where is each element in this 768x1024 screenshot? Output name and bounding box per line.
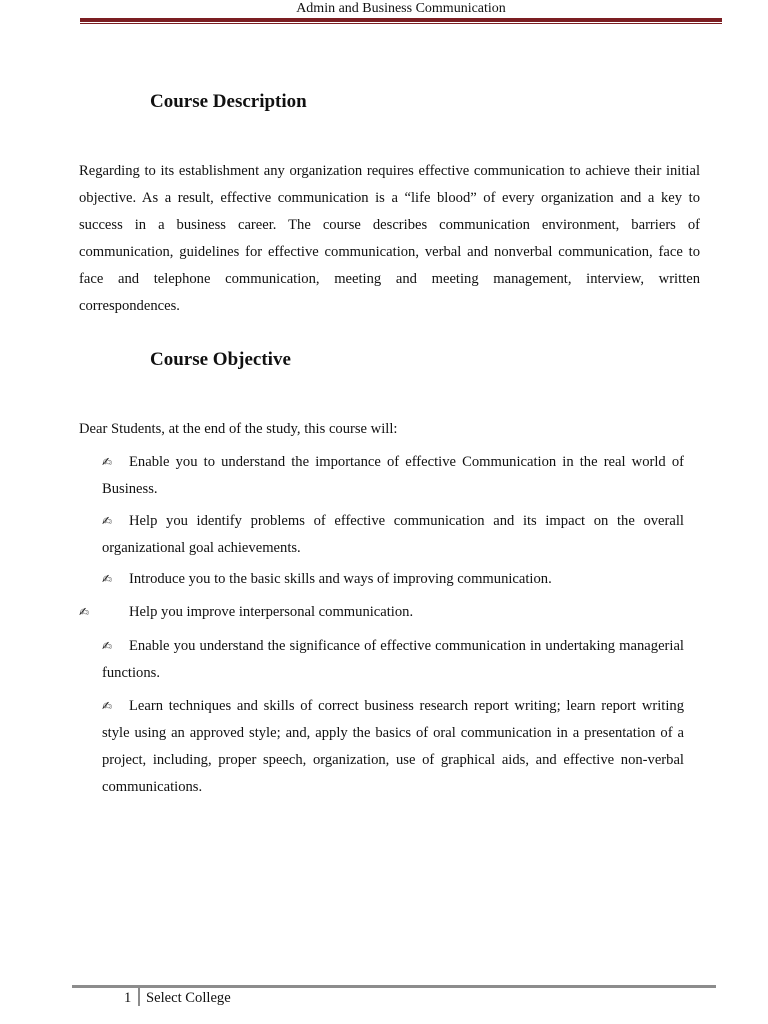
writing-hand-icon: ✍ xyxy=(102,699,113,713)
objective-item-text: Enable you to understand the importance of effective Communication in the real world of Business. xyxy=(102,454,684,497)
writing-hand-icon: ✍ xyxy=(102,514,113,528)
writing-hand-icon: ✍ xyxy=(102,639,113,653)
course-description-text: Regarding to its establishment any organization requires effective communication to achieve their initial objective. As a result, effective communication is a “life blood” of every organization and a key to success in a business career. The course describes communication environment, barriers of communication, guidelines for effective communication, verbal and nonverbal communication, face to face and telephone communication, meeting and meeting management, interview, written correspondences. xyxy=(79,163,700,314)
objective-item xyxy=(102,633,684,687)
objective-item-text: Introduce you to the basic skills and ways of improving communication. xyxy=(129,571,552,587)
objective-item xyxy=(79,599,679,626)
objective-item-text: Enable you understand the significance of effective communication in undertaking managerial functions. xyxy=(102,638,684,681)
objective-item xyxy=(102,449,684,503)
objective-item xyxy=(102,566,684,593)
header-rule-thin xyxy=(80,23,722,24)
footer-separator xyxy=(138,988,140,1006)
page-number: 1 xyxy=(124,990,132,1006)
writing-hand-icon: ✍ xyxy=(102,572,113,586)
header-rule-thick xyxy=(80,18,722,22)
objective-item-text: Help you improve interpersonal communication. xyxy=(129,604,414,620)
objective-item-text: Learn techniques and skills of correct business research report writing; learn report writing style using an approved style; and, apply the basics of oral communication in a presentation of a project, including, proper speech, organization, use of graphical aids, and effective non-verbal communications. xyxy=(102,698,684,795)
writing-hand-icon: ✍ xyxy=(79,605,90,619)
footer-college-name: Select College xyxy=(146,990,231,1006)
objective-item xyxy=(102,508,684,562)
course-description-heading: Course Description xyxy=(150,91,307,112)
running-header-title: Admin and Business Communication xyxy=(296,1,506,16)
objective-item-text: Help you identify problems of effective communication and its impact on the overall organizational goal achievements. xyxy=(102,513,684,556)
writing-hand-icon: ✍ xyxy=(102,455,113,469)
objective-item xyxy=(102,693,684,801)
course-objective-heading: Course Objective xyxy=(150,349,291,370)
objective-intro: Dear Students, at the end of the study, this course will: xyxy=(79,421,398,437)
